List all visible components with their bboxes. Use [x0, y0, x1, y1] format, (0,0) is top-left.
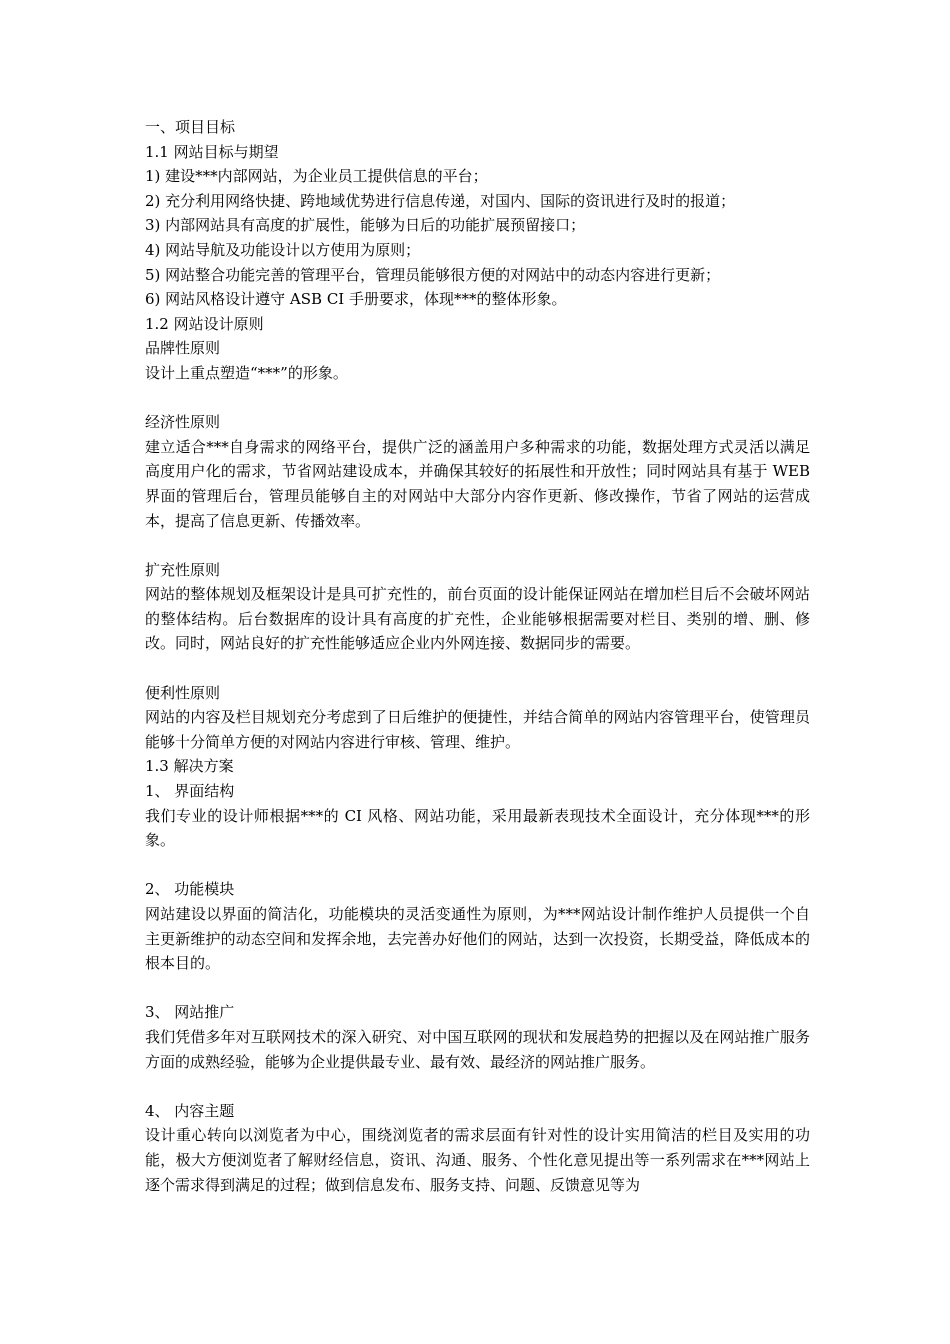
principle-body: 建立适合***自身需求的网络平台，提供广泛的涵盖用户多种需求的功能，数据处理方式灵活以满足高度用户化的需求，节省网站建设成本，并确保其较好的拓展性和开放性；同时网站具有基于 WEB 界面的管理后台，管理员能够自主的对网站中大部分内容作更新、修改操作，节省了网站的运营成本，提高了信息更新、传播效率。 — [145, 437, 810, 530]
document-page — [145, 115, 810, 1197]
solution-title: 1、 界面结构 — [145, 782, 235, 801]
subsection-heading: 1.2 网站设计原则 — [145, 314, 264, 333]
solution-title: 2、 功能模块 — [145, 880, 235, 899]
section-heading: 一、项目目标 — [145, 118, 236, 136]
spacer — [145, 853, 810, 878]
principle-body: 网站的内容及栏目规划充分考虑到了日后维护的便捷性，并结合简单的网站内容管理平台，使管理员能够十分简单方便的对网站内容进行审核、管理、维护。 — [145, 708, 810, 751]
solution-title: 3、 网站推广 — [145, 1003, 235, 1022]
principle-title: 扩充性原则 — [145, 560, 221, 579]
principle-body: 网站的整体规划及框架设计是具可扩充性的，前台页面的设计能保证网站在增加栏目后不会破坏网站的整体结构。后台数据库的设计具有高度的扩充性，企业能够根据需要对栏目、类别的增、删、修改。同时，网站良好的扩充性能够适应企业内外网连接、数据同步的需要。 — [145, 585, 810, 653]
goal-item: 3) 内部网站具有高度的扩展性，能够为日后的功能扩展预留接口； — [145, 216, 586, 235]
goal-item: 6) 网站风格设计遵守 ASB CI 手册要求，体现***的整体形象。 — [145, 290, 567, 309]
subsection-heading: 1.1 网站目标与期望 — [145, 142, 279, 161]
goal-item: 4) 网站导航及功能设计以方使用为原则； — [145, 240, 421, 259]
spacer — [145, 386, 810, 411]
spacer — [145, 976, 810, 1001]
solution-body: 我们专业的设计师根据***的 CI 风格、网站功能，采用最新表现技术全面设计，充分体现***的形象。 — [145, 806, 810, 850]
subsection-heading: 1.3 解决方案 — [145, 757, 234, 776]
spacer — [145, 533, 810, 558]
principle-title: 经济性原则 — [145, 413, 221, 432]
solution-body: 网站建设以界面的简洁化，功能模块的灵活变通性为原则，为***网站设计制作维护人员提供一个自主更新维护的动态空间和发挥余地，去完善办好他们的网站，达到一次投资，长期受益，降低成本的根本目的。 — [145, 905, 810, 973]
solution-body: 我们凭借多年对互联网技术的深入研究、对中国互联网的现状和发展趋势的把握以及在网站推广服务方面的成熟经验，能够为企业提供最专业、最有效、最经济的网站推广服务。 — [145, 1027, 810, 1071]
spacer — [145, 1074, 810, 1099]
solution-title: 4、 内容主题 — [145, 1101, 235, 1120]
goal-item: 5) 网站整合功能完善的管理平台，管理员能够很方便的对网站中的动态内容进行更新； — [145, 265, 721, 284]
principle-body: 设计上重点塑造“***”的形象。 — [145, 363, 348, 382]
spacer — [145, 656, 810, 681]
goal-item: 2) 充分利用网络快捷、跨地域优势进行信息传递，对国内、国际的资讯进行及时的报道； — [145, 191, 736, 210]
principle-title: 便利性原则 — [145, 683, 221, 702]
solution-body: 设计重心转向以浏览者为中心，围绕浏览者的需求层面有针对性的设计实用简洁的栏目及实用的功能，极大方便浏览者了解财经信息，资讯、沟通、服务、个性化意见提出等一系列需求在***网站上逐个需求得到满足的过程；做到信息发布、服务支持、问题、反馈意见等为 — [145, 1126, 810, 1194]
principle-title: 品牌性原则 — [145, 339, 221, 358]
goal-item: 1) 建设***内部网站，为企业员工提供信息的平台； — [145, 167, 488, 186]
